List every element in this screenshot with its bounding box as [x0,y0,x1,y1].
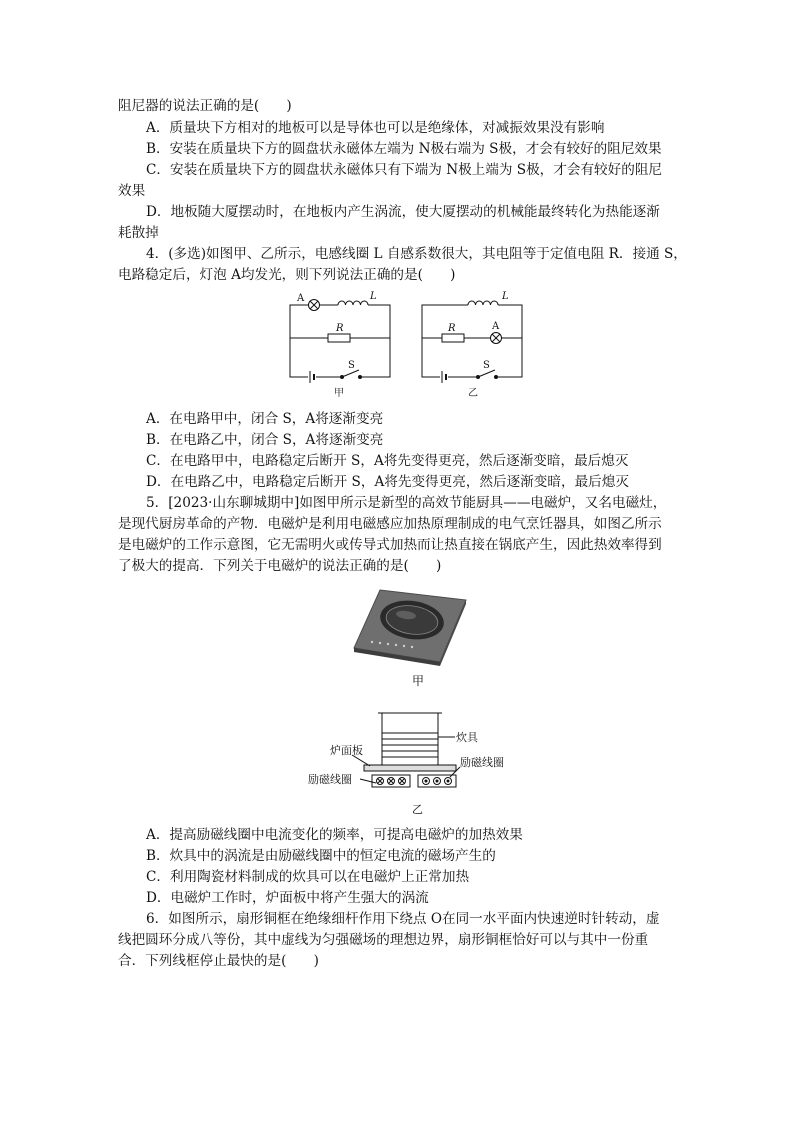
q5-stem-cont-3: 了极大的提高．下列关于电磁炉的说法正确的是( ) [118,558,442,574]
q5-option-a: A．提高励磁线圈中电流变化的频率，可提高电磁炉的加热效果 [146,827,523,843]
switch-label-a: S [348,360,355,371]
q3-option-a: A．质量块下方相对的地板可以是导体也可以是绝缘体，对减振效果没有影响 [146,120,605,136]
induction-cooker-image [350,582,470,667]
lamp-label-b: A [492,321,500,332]
q3-option-c: C．安装在质量块下方的圆盘状永磁体只有下端为 N极上端为 S极，才会有较好的阻尼 [146,162,663,178]
q4-option-a: A．在电路甲中，闭合 S，A将逐渐变亮 [146,411,384,427]
circuit-b-frame [422,305,522,377]
switch-label-b: S [483,360,490,371]
inductor-label-b: L [502,291,509,302]
lamp-label-a: A [297,293,305,304]
label-panel: 炉面板 [330,744,363,757]
q4-option-d: D．在电路乙中，电路稳定后断开 S，A将先变得更亮，然后逐渐变暗，最后熄灭 [146,474,629,490]
q5-stem-cont-2: 是电磁炉的工作示意图，它无需明火或传导式加热而让热直接在锅底产生，因此热效率得到 [118,537,662,553]
q4-stem: 4．(多选)如图甲、乙所示，电感线圈 L 自感系数很大，其电阻等于定值电阻 R．接通 S， [146,246,687,262]
q6-stem-cont-1: 线把圆环分成八等份，其中虚线为匀强磁场的理想边界，扇形铜框恰好可以与其中一份重 [118,932,649,948]
q3-option-d-cont: 耗散掉 [118,225,159,241]
q4-option-c: C．在电路甲中，电路稳定后断开 S，A将先变得更亮，然后逐渐变暗，最后熄灭 [146,453,629,469]
q3-stem: 阻尼器的说法正确的是( ) [118,98,292,114]
resistor-label-a: R [336,323,344,334]
q5-stem-cont-1: 是现代厨房革命的产物．电磁炉是利用电磁感应加热原理制成的电气烹饪器具，如图乙所示 [118,516,662,532]
induction-cooker-diagram [300,705,530,820]
q5-option-b: B．炊具中的涡流是由励磁线圈中的恒定电流的磁场产生的 [146,848,496,864]
label-cookware: 炊具 [456,731,478,744]
stove-panel [364,765,456,771]
inductor-label-a: L [370,291,377,302]
q5-stem: 5．[2023·山东聊城期中]如图甲所示是新型的高效节能厨具——电磁炉，又名电磁灶， [146,495,667,511]
q5-option-d: D．电磁炉工作时，炉面板中将产生强大的涡流 [146,890,429,906]
circuit-caption-b: 乙 [468,388,478,399]
label-coil-left: 励磁线圈 [308,773,352,786]
label-coil-right: 励磁线圈 [460,756,504,769]
circuit-caption-a: 甲 [334,388,344,399]
q3-option-d: D．地板随大厦摆动时，在地板内产生涡流，使大厦摆动的机械能最终转化为热能逐渐 [146,204,660,220]
q3-option-c-cont: 效果 [118,183,146,199]
resistor-label-b: R [448,323,456,334]
q3-option-b: B．安装在质量块下方的圆盘状永磁体左端为 N极右端为 S极，才会有较好的阻尼效果 [146,141,662,157]
stove-photo-caption: 甲 [411,674,424,688]
q6-stem: 6．如图所示，扇形铜框在绝缘细杆作用下绕点 O在同一水平面内快速逆时针转动，虚 [146,911,660,927]
q4-option-b: B．在电路乙中，闭合 S，A将逐渐变亮 [146,432,384,448]
q6-stem-cont-2: 合．下列线框停止最快的是( ) [118,953,319,969]
q4-circuit-figures [280,288,530,400]
resistor-icon [328,334,350,342]
q5-option-c: C．利用陶瓷材料制成的炊具可以在电磁炉上正常加热 [146,869,470,885]
q4-stem-cont: 电路稳定后，灯泡 A均发光，则下列说法正确的是( ) [118,267,456,283]
diagram-caption: 乙 [412,803,423,816]
